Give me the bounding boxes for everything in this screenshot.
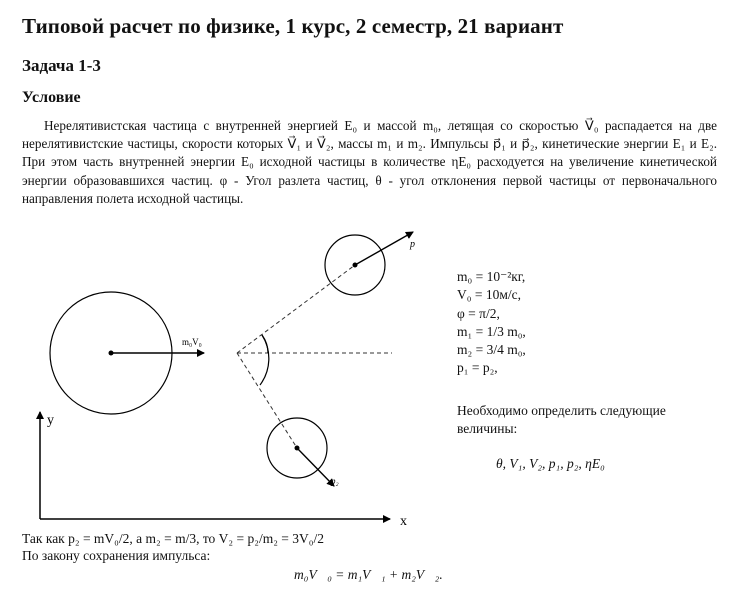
x-axis-label: x [400,514,407,529]
condition-text: Нерелятивистская частица с внутренней энергией E₀ и массой m₀, летящая со скоростью V⃗₀ распадается на две нерелятивистские частицы, скорости которых V⃗₁ и V⃗₂, массы m₁ и m₂. Импульсы p⃗₁ и p⃗₂, кинетические энергии E₁ и E₂. При этом часть внутренней энергии E₀ исходной частицы в количестве ηE₀ расходуется на увеличение кинетической энергии образовавшихся частиц. φ - Угол разлета частиц, θ - угол отклонения первой частицы от первоначального направления полета исходной частицы. [22,118,717,206]
given-v0: V₀ = 10м/с, [457,287,521,303]
y-axis-label: y [47,413,54,428]
solution-line1: Так как p₂ = mV₀/2, а m₂ = m/3, то V₂ = p₂/m₂ = 3V₀/2 [22,531,324,546]
condition-heading: Условие [22,89,81,106]
page-title: Типовой расчет по физике, 1 курс, 2 семестр, 21 вариант [22,14,564,38]
unknowns-list: θ, V₁, V₂, p₁, p₂, ηE₀ [496,456,605,471]
given-phi: φ = π/2, [457,305,500,321]
theta-arc [262,335,268,353]
particle2-path [237,353,297,448]
particle1-path [237,265,355,353]
initial-momentum-label: m₀V₀ [182,337,202,347]
solution-line2: По закону сохранения импульса: [22,548,211,563]
given-p: p₁ = p₂, [457,360,498,376]
momentum-equation: m₀V⃗₀ = m₁V⃗₁ + m₂V⃗₂. [294,567,443,582]
p2-label: p₂ [331,476,339,486]
given-values [457,268,526,378]
given-m0: m₀ = 10⁻²кг, [457,269,526,284]
given-m2: m₂ = 3/4 m₀, [457,342,526,358]
phi-arc [260,335,269,385]
task-label: Задача 1-3 [22,56,101,75]
given-m1: m₁ = 1/3 m₀, [457,323,526,339]
p2-arrow [297,448,334,486]
p1-label: p [410,239,415,250]
need-text: Необходимо определить следующие величины: [457,403,666,436]
